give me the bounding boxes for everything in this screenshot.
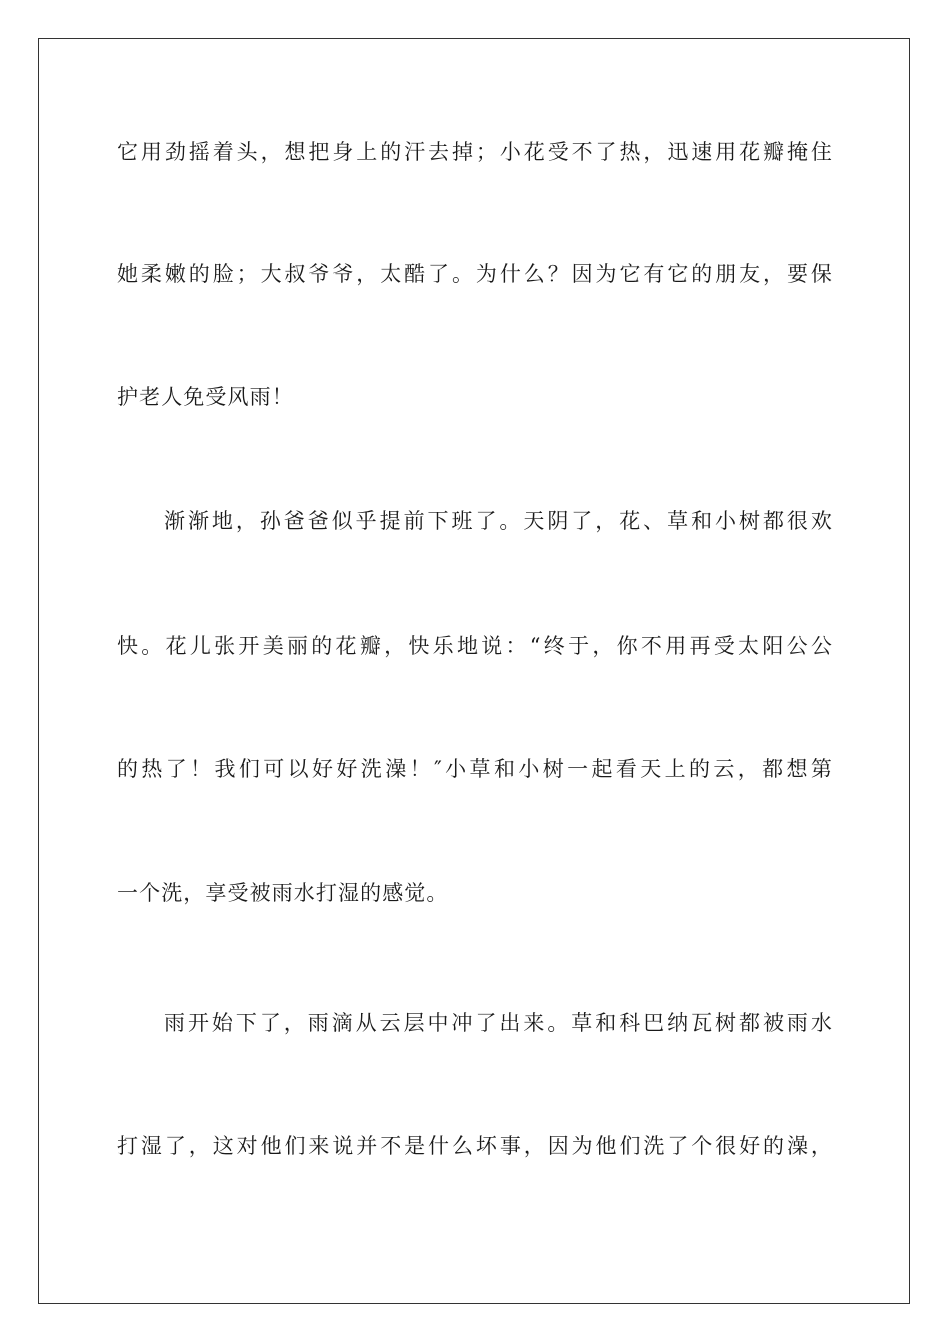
text-line-5: 快。花儿张开美丽的花瓣，快乐地说：“终于，你不用再受太阳公公	[117, 634, 833, 658]
text-line-6: 的热了！我们可以好好洗澡！″小草和小树一起看天上的云，都想第	[117, 757, 833, 781]
text-line-1: 它用劲摇着头，想把身上的汗去掉；小花受不了热，迅速用花瓣掩住	[117, 140, 833, 164]
text-line-2: 她柔嫩的脸；大叔爷爷，太酷了。为什么？因为它有它的朋友，要保	[117, 262, 833, 286]
paragraph-3-line-1: 雨开始下了，雨滴从云层中冲了出来。草和科巴纳瓦树都被雨水	[164, 1011, 833, 1035]
text-line-9: 打湿了，这对他们来说并不是什么坏事，因为他们洗了个很好的澡，	[117, 1134, 833, 1158]
text-line-3: 护老人免受风雨！	[117, 385, 294, 409]
text-line-7: 一个洗，享受被雨水打湿的感觉。	[117, 881, 449, 905]
paragraph-2-line-1: 渐渐地，孙爸爸似乎提前下班了。天阴了，花、草和小树都很欢	[164, 509, 833, 533]
page-frame	[38, 38, 910, 1304]
